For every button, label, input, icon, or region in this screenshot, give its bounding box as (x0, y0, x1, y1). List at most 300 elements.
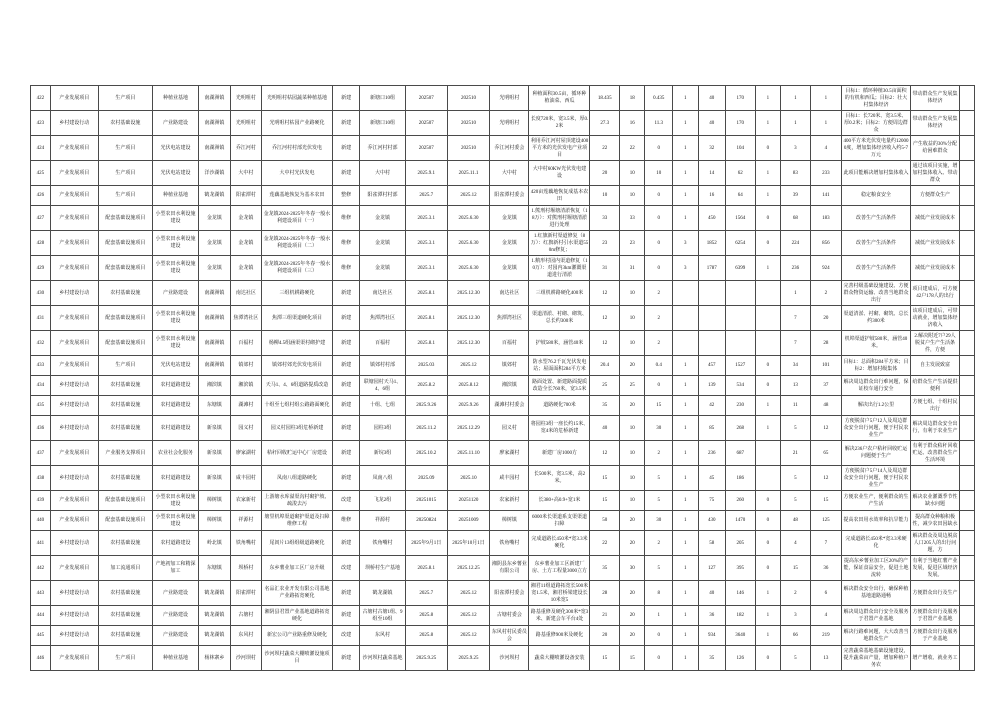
table-cell: 名品汇农业开发有限公司基地产业路拓宽硬化 (262, 581, 333, 606)
table-cell: 20250824 (405, 511, 447, 531)
table-cell: 66 (781, 626, 810, 646)
table-cell: 32 (698, 136, 726, 161)
table-cell: 方便脱贫户5户14人及周边群众安全出行问题，便于村民农业生产 (842, 466, 911, 491)
table-cell: 乡村建设行动 (50, 281, 98, 306)
table-cell: 0 (755, 556, 781, 581)
table-cell: 园柱3组 (360, 416, 405, 441)
table-cell: 10 (590, 186, 619, 206)
table-cell: 20 (619, 626, 645, 646)
table-cell: 配套基础设施项目 (98, 331, 152, 356)
table-cell: 15 (590, 491, 619, 511)
table-cell: 路基重修及硬化300米*宽3米、新建会车平台4处 (529, 606, 590, 626)
table-cell: 古塘村古塘1组、9组至10组 (360, 606, 405, 626)
table-cell: 生产项目 (98, 646, 152, 671)
table-cell: 183 (810, 206, 841, 231)
table-cell: 东风村村民委员会 (490, 626, 529, 646)
table-cell: 完成道路长450米*宽3.3米硬化 (529, 531, 590, 556)
table-cell: 金龙镇 (490, 231, 529, 256)
table-cell: 1 (673, 531, 699, 556)
table-cell (726, 281, 755, 306)
table-cell: 改建 (332, 491, 360, 511)
table-cell (755, 306, 781, 331)
table-cell: 机埠渠道护坡580米，涵管40米。 (842, 331, 911, 356)
table-cell (673, 281, 699, 306)
table-cell: 441 (31, 531, 51, 556)
table-cell (960, 161, 975, 186)
table-cell (960, 136, 975, 161)
table-cell: 农村基础设施 (98, 466, 152, 491)
table-cell: 1 (673, 376, 699, 396)
table-cell: 带动群众生产发展集体经济 (910, 86, 959, 111)
table-cell: 鹤龙湖镇 (199, 626, 230, 646)
table-cell: 224 (781, 231, 810, 256)
table-cell: 20 (619, 606, 645, 626)
table-cell: 长380+高0.9+宽1米 (529, 491, 590, 511)
table-cell: 解决周边群众出行安全及服务于君置产业基地 (842, 606, 911, 626)
table-cell: 大中村光伏发电 (262, 161, 333, 186)
table-cell: 光明咀村 (490, 111, 529, 136)
table-cell: 12 (590, 441, 619, 466)
table-cell: 2025.9.26 (447, 396, 489, 416)
table-cell: 农村道路建设 (152, 376, 198, 396)
table-cell: 65 (810, 441, 841, 466)
table-body (31, 86, 975, 671)
table-cell: 15 (590, 646, 619, 671)
table-cell: 1 (755, 606, 781, 626)
table-cell: 种植面积30.5亩，循环种植油菜、西瓜 (529, 86, 590, 111)
table-cell: 沙河坝村 (490, 646, 529, 671)
table-cell: 塘里机埠渠道砌护渠道及扫障维修工程 (262, 511, 333, 531)
table-cell: 阳雀潭村村部 (360, 186, 405, 206)
table-cell (960, 86, 975, 111)
table-cell: 乡村建设行动 (50, 396, 98, 416)
table-cell: 1 (755, 581, 781, 606)
table-cell (960, 511, 975, 531)
table-cell: 2.解决附近7户29人脱贫户生产生活条件，方便 (910, 331, 959, 356)
table-cell: 新塘口10组 (360, 86, 405, 111)
table-cell: 104 (726, 136, 755, 161)
table-row (31, 256, 975, 281)
table-cell: 23 (590, 231, 619, 256)
table-cell: 30 (619, 556, 645, 581)
table-cell: 10 (619, 186, 645, 206)
table-cell: 170 (726, 111, 755, 136)
table-cell (698, 281, 726, 306)
table-cell: 金龙镇2024-2025年冬春一般水利建设项目（一） (262, 206, 333, 231)
table-cell: 1 (673, 136, 699, 161)
table-cell: 东风村 (230, 626, 261, 646)
table-cell: 236 (781, 256, 810, 281)
table-cell: 429 (31, 256, 51, 281)
table-cell: 维修 (332, 206, 360, 231)
table-cell: 30 (645, 511, 673, 531)
table-cell: 产业发展项目 (50, 161, 98, 186)
table-cell: 新建厂房1000方 (529, 441, 590, 466)
table-cell: 3 (781, 606, 810, 626)
table-cell: 23 (619, 231, 645, 256)
table-cell: 50 (590, 511, 619, 531)
table-cell: 光伏电站建设 (152, 356, 198, 376)
table-cell: 430 (698, 511, 726, 531)
table-cell: 1 (673, 111, 699, 136)
table-cell: 莲藕基地恢复为基本农田 (262, 186, 333, 206)
table-cell: 2025.12 (447, 626, 489, 646)
table-cell: 产业路建设 (152, 281, 198, 306)
table-cell: 产业发展项目 (50, 86, 98, 111)
table-cell: 解决236户农户秸秆回收贮运问题便于生产 (842, 441, 911, 466)
table-cell: 金龙镇 (199, 231, 230, 256)
table-cell: 2025.6.30 (447, 256, 489, 281)
table-cell: 路面处置、新建路面提质改造全长760米，宽3.5米 (529, 376, 590, 396)
table-cell: 5 (781, 466, 810, 491)
table-cell: 古塘村委会 (490, 606, 529, 626)
table-cell: 13 (781, 376, 810, 396)
table-cell: 完成道路长450米*宽3.3米硬化 (842, 531, 911, 556)
table-cell: 小型农田水利设施建设 (152, 511, 198, 531)
table-cell: 东塘镇 (199, 556, 230, 581)
table-cell: 2025.8 (405, 606, 447, 626)
table-cell: 目标1：总面积284平方米；目标2：增加村级集体 (842, 356, 911, 376)
table-cell: 目标1：长720米、宽3.5米、厚0.2米；目标2：方便周边群众 (842, 111, 911, 136)
table-cell: 小型农田水利设施建设 (152, 256, 198, 281)
table-cell: 13 (810, 646, 841, 671)
projects-table (30, 85, 975, 671)
table-cell: 146 (726, 581, 755, 606)
table-cell: 85 (698, 416, 726, 441)
table-cell: 改建 (332, 626, 360, 646)
table-cell: 1 (810, 86, 841, 111)
table-cell: 6254 (726, 231, 755, 256)
table-cell: 十组至七组村组公路路面硬化 (262, 396, 333, 416)
table-cell: 维修 (332, 256, 360, 281)
table-cell: 0 (645, 206, 673, 231)
table-cell: 445 (31, 626, 51, 646)
table-cell: 铁角嘴村 (360, 531, 405, 556)
table-cell: 444 (31, 606, 51, 626)
table-cell: 产业路建设 (152, 581, 198, 606)
table-cell: 139 (698, 376, 726, 396)
table-cell: 祥源村 (360, 511, 405, 531)
table-cell: 40 (698, 86, 726, 111)
table-cell: 20 (619, 396, 645, 416)
table-cell (960, 441, 975, 466)
table-cell: 31 (590, 256, 619, 281)
table-cell: 35 (698, 646, 726, 671)
table-cell: 20251015 (405, 491, 447, 511)
table-cell: 产业路建设 (152, 626, 198, 646)
table-cell: 5 (781, 416, 810, 441)
table-cell: 2 (810, 281, 841, 306)
table-cell: 农村基础设施 (98, 416, 152, 441)
table-cell: 37 (810, 376, 841, 396)
table-cell: 2025.12.25 (447, 556, 489, 581)
table-cell: 百福村 (230, 331, 261, 356)
table-cell: 437 (31, 441, 51, 466)
table-cell: 渠道清淤、衬砌、砌筑、总长约300米 (842, 306, 911, 331)
table-cell: 利用乔江河村屋顶建设400平方米的光伏发电产业项目 (529, 136, 590, 161)
table-row (31, 491, 975, 511)
table-cell: 金龙镇 (490, 206, 529, 231)
table-cell: 新建 (332, 111, 360, 136)
table-cell: 5 (781, 646, 810, 671)
table-cell: 乡村建设行动 (50, 531, 98, 556)
table-cell: 27.3 (590, 111, 619, 136)
table-cell (698, 306, 726, 331)
table-cell: 457 (698, 356, 726, 376)
table-cell (960, 556, 975, 581)
table-cell: 完善蔬菜基地基础设施建设，提升蔬菜亩产量，增加种植户务农 (842, 646, 911, 671)
table-cell: 2025.12.30 (447, 281, 489, 306)
table-cell: 2025.7 (405, 186, 447, 206)
table-cell (755, 466, 781, 491)
table-cell: 南达社区 (490, 281, 529, 306)
table-cell (960, 606, 975, 626)
table-cell: 446 (31, 646, 51, 671)
table-cell (673, 306, 699, 331)
table-cell: 阳雀潭村委会 (490, 186, 529, 206)
table-cell: 0 (755, 356, 781, 376)
table-cell: 新建 (332, 161, 360, 186)
table-cell: 1 (645, 606, 673, 626)
table-cell: 36 (810, 556, 841, 581)
table-cell: 427 (31, 206, 51, 231)
table-cell: 1 (673, 86, 699, 111)
table-cell: 443 (31, 581, 51, 606)
table-cell: 小型农田水利设施建设 (152, 231, 198, 256)
table-cell: 856 (810, 231, 841, 256)
table-cell: 乔江河村村部 (360, 136, 405, 161)
table-cell: 3 (673, 231, 699, 256)
table-cell: 乔江河村委会 (490, 136, 529, 161)
table-cell: 233 (810, 161, 841, 186)
table-cell: 乡村建设行动 (50, 111, 98, 136)
table-cell: 22 (590, 531, 619, 556)
table-cell: 1 (673, 646, 699, 671)
table-cell: 杨林寨乡 (199, 646, 230, 671)
table-cell: 新泉镇 (199, 466, 230, 491)
table-cell: 687 (726, 441, 755, 466)
table-cell: 0 (645, 186, 673, 206)
table-cell: 5 (645, 466, 673, 491)
table-cell: 2025.10 (447, 466, 489, 491)
table-cell: 1 (781, 86, 810, 111)
table-cell: 配套基础设施项目 (98, 306, 152, 331)
table-cell: 10 (619, 416, 645, 441)
table-cell (726, 306, 755, 331)
table-cell: 产业发展项目 (50, 136, 98, 161)
table-row (31, 466, 975, 491)
table-cell: 新建 (332, 416, 360, 441)
table-row (31, 331, 975, 356)
table-cell: 15 (781, 556, 810, 581)
table-cell: 增产增收、就业务工 (910, 646, 959, 671)
table-cell: 产业发展项目 (50, 306, 98, 331)
table-cell: 6 (810, 581, 841, 606)
table-cell: 202507 (405, 111, 447, 136)
table-cell: 沙河坝村 (230, 646, 261, 671)
table-cell: 产业发展项目 (50, 356, 98, 376)
table-cell: 21 (590, 606, 619, 626)
table-cell: 新建 (332, 581, 360, 606)
table-cell: 南湖洲镇 (199, 86, 230, 111)
table-cell: 维修 (332, 511, 360, 531)
table-cell: 湘君11组道路拓宽长500米宽1.5米，湘君桥梁建设长10米宽5 (529, 581, 590, 606)
table-cell: 15 (645, 396, 673, 416)
table-cell: 1 (755, 256, 781, 281)
table-cell: 祥源村 (230, 511, 261, 531)
table-cell: 鹤龙湖镇 (199, 186, 230, 206)
table-cell (960, 646, 975, 671)
table-cell: 光伏电站建设 (152, 136, 198, 161)
table-cell: 20 (619, 531, 645, 556)
table-cell: 202510 (447, 111, 489, 136)
table-cell: 2025.3.1 (405, 206, 447, 231)
table-cell: 整修 (332, 186, 360, 206)
table-cell: 39 (781, 186, 810, 206)
table-cell: 大中村 (490, 161, 529, 186)
table-cell: 435 (31, 396, 51, 416)
table-cell: 生产项目 (98, 136, 152, 161)
table-cell: 廖家湖村 (490, 441, 529, 466)
table-cell: 洋沙湖镇 (199, 161, 230, 186)
table-cell: 4 (810, 136, 841, 161)
table-cell: 金龙镇 (360, 206, 405, 231)
table-row (31, 136, 975, 161)
table-cell: 产业发展项目 (50, 646, 98, 671)
table-cell: 解决行路难问题，大大改善当地群众生产 (842, 626, 911, 646)
table-cell: 15 (619, 646, 645, 671)
table-cell: 樟树镇 (199, 491, 230, 511)
table-cell: 新垸3组 (360, 441, 405, 466)
table-cell: 农村基础设施 (98, 396, 152, 416)
table-cell: 金龙镇 (490, 256, 529, 281)
table-cell: 7 (810, 531, 841, 556)
table-cell: 配套基础设施项目 (98, 491, 152, 511)
table-cell: 236 (698, 441, 726, 466)
table-cell: 182 (726, 606, 755, 626)
table-cell: 乡村建设行动 (50, 581, 98, 606)
table-cell: 10 (645, 161, 673, 186)
table-cell: 镇郊村村部 (360, 356, 405, 376)
table-cell: 提高东乡薯业加工区20%的产能，保证食品安全，促进土地流转 (842, 556, 911, 581)
table-cell: 0 (755, 646, 781, 671)
table-cell: 12 (590, 306, 619, 331)
table-cell: 2025.12.30 (447, 331, 489, 356)
table-cell: 12 (810, 466, 841, 491)
table-cell: 45 (698, 466, 726, 491)
table-cell: 农村道路建设 (152, 416, 198, 441)
table-cell: 1 (673, 441, 699, 466)
table-cell: 12 (810, 416, 841, 441)
table-cell: 减低产业发展成本 (910, 256, 959, 281)
table-cell: 咸丰园村 (230, 466, 261, 491)
table-cell: 农业社会化服务 (152, 441, 198, 466)
table-row (31, 231, 975, 256)
table-cell: 减低产业发展成本 (910, 231, 959, 256)
table-cell: 给群众生产生活提供便利 (910, 376, 959, 396)
table-cell: 农村基础设施 (98, 626, 152, 646)
table-row (31, 376, 975, 396)
table-cell (960, 111, 975, 136)
table-cell: 10 (619, 306, 645, 331)
table-cell: 125 (810, 511, 841, 531)
table-cell: 配套基础设施项目 (98, 231, 152, 256)
table-cell: 完善村级基础设施建设、方便群众物资运输、改善当地群众出行 (842, 281, 911, 306)
table-cell: 0 (645, 136, 673, 161)
table-cell: 436 (31, 416, 51, 441)
table-cell: 新建 (332, 356, 360, 376)
table-cell: 4 (810, 606, 841, 626)
table-cell: 20.4 (590, 356, 619, 376)
table-row (31, 306, 975, 331)
table-cell: 乡村建设行动 (50, 466, 98, 491)
table-cell: 大中村 (360, 161, 405, 186)
table-cell: 湘滨镇 (199, 376, 230, 396)
table-cell: 百福村 (360, 331, 405, 356)
table-cell: 1 (673, 466, 699, 491)
table-cell: 湖滩村 (230, 396, 261, 416)
table-cell: 5 (645, 556, 673, 581)
table-cell: 凤南八组道路硬化 (262, 466, 333, 491)
table-cell: 方便群众出行及服务于产业基地 (910, 626, 959, 646)
table-cell: 2 (645, 281, 673, 306)
table-cell: 22 (619, 136, 645, 161)
table-cell: 解决农业灌溉季节性缺水问题 (910, 491, 959, 511)
table-cell: 自主发展致富 (910, 356, 959, 376)
table-cell (960, 186, 975, 206)
table-cell: 10 (619, 331, 645, 356)
table-cell: 83 (781, 161, 810, 186)
table-cell: 395 (726, 556, 755, 581)
table-cell: 15 (810, 491, 841, 511)
table-cell (960, 356, 975, 376)
table-cell: 改善生产生活条件 (842, 206, 911, 231)
table-cell: 1 (673, 356, 699, 376)
table-cell: 2025.8.1 (405, 556, 447, 581)
table-cell: 3 (781, 136, 810, 161)
table-cell: 园义村 (490, 416, 529, 441)
table-cell: 2 (645, 441, 673, 466)
table-cell: 方便脱贫户5户12人及周边群众安全出行问题，便于村民农业生产 (842, 416, 911, 441)
table-cell: 南湖洲镇 (199, 111, 230, 136)
table-row (31, 646, 975, 671)
table-cell: 20 (590, 161, 619, 186)
table-cell: 1 (673, 416, 699, 441)
table-cell: 提高农田用水效率和抗旱能力 (842, 511, 911, 531)
table-cell: 1 (755, 186, 781, 206)
table-cell: 改善生产生活条件 (842, 256, 911, 281)
table-cell: 光明咀村 (230, 86, 261, 111)
table-cell: 62 (726, 161, 755, 186)
table-cell (755, 281, 781, 306)
table-cell: 1.熊刑村堰塘清淤恢复（18万）：对熊刑村堰塘清淤进行处理 (529, 206, 590, 231)
table-row (31, 396, 975, 416)
table-cell: 1 (673, 581, 699, 606)
table-cell: 12 (590, 281, 619, 306)
table-cell: 25 (590, 376, 619, 396)
table-cell: 434 (31, 376, 51, 396)
table-cell: 农村基础设施 (98, 581, 152, 606)
table-cell: 农村基础设施 (98, 111, 152, 136)
table-cell: 樟树镇 (199, 511, 230, 531)
table-cell: 230 (726, 396, 755, 416)
table-cell: 10 (619, 441, 645, 466)
table-cell: 将园柱3组一座长约15米、宽4米的危桥新建 (529, 416, 590, 441)
table-cell: 2025.6.30 (447, 231, 489, 256)
table-cell: 蔬菜大棚喷灌设备安装 (529, 646, 590, 671)
table-cell: 方便群众出行及服务于君置产业基地 (910, 606, 959, 626)
table-cell: 新泉镇 (199, 416, 230, 441)
